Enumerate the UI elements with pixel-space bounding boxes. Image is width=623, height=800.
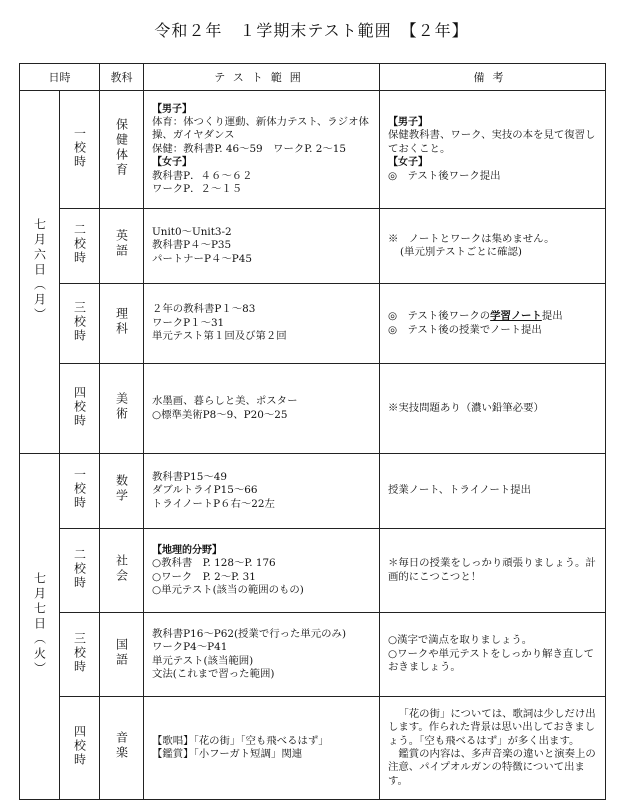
table-row [20,364,606,454]
header-date: 日時 [20,64,100,91]
day-cell [20,91,60,454]
remarks-cell: ○漢字で満点を取りましょう。 ○ワークや単元テストをしっかり解き直しておきましょう。 [380,613,606,697]
day-label: 七月六日（月） [32,217,47,323]
period-cell: 三校時 [60,284,100,364]
table-header-row [20,64,606,91]
period-cell: 二校時 [60,209,100,284]
range-cell: 教科書P16～P62(授業で行った単元のみ) ワークP4～P41 単元テスト(該当範囲) 文法(これまで習った範囲) [144,613,380,697]
period-cell: 三校時 [60,613,100,697]
remarks-cell: ◎ テスト後ワークの学習ノート提出 ◎ テスト後の授業でノート提出 [380,284,606,364]
page-title: 令和２年 １学期末テスト範囲 【２年】 [154,21,469,40]
header-remarks: 備考 [380,64,606,91]
day-cell [20,454,60,800]
subject-cell: 理科 [100,284,144,364]
table-row [20,209,606,284]
period-cell: 一校時 [60,91,100,209]
emphasis-text: 学習ノート [490,310,542,323]
remarks-cell: ※ ノートとワークは集めません。 (単元別テストごとに確認) [380,209,606,284]
header-range: テスト範囲 [144,64,380,91]
remarks-cell: 「花の街」については、歌詞は少しだけ出します。作られた背景は思い出しておきましょう。「空も飛べるはず」が多く出ます。 鑑賞の内容は、多声音楽の違いと演奏上の注意、パイプオルガンの特徴について出ます。 [380,697,606,800]
table-row [20,454,606,529]
remarks-cell: 【男子】 保健教科書、ワーク、実技の本を見て復習しておくこと。 【女子】 ◎ テスト後ワーク提出 [380,91,606,209]
range-cell: 教科書P15～49 ダブルトライP15～66 トライノートP６右～22左 [144,454,380,529]
subject-cell: 美術 [100,364,144,454]
range-cell: 【歌唱】「花の街」「空も飛べるはず」 【鑑賞】「小フーガト短調」関連 [144,697,380,800]
subject-cell: 英語 [100,209,144,284]
period-cell: 二校時 [60,529,100,613]
table-row [20,529,606,613]
period-cell: 一校時 [60,454,100,529]
subject-cell: 数学 [100,454,144,529]
table-row [20,697,606,800]
table-row [20,613,606,697]
remarks-cell: ※実技問題あり（濃い鉛筆必要） [380,364,606,454]
range-cell: 【男子】 体育：体つくり運動、新体力テスト、ラジオ体操、ガイヤダンス 保健：教科書P. 46～59 ワークP. 2～15 【女子】 教科書P．４６～６２ ワークP．２～１５ [144,91,380,209]
range-cell: ２年の教科書P１～83 ワークP１～31 単元テスト第１回及び第２回 [144,284,380,364]
day-label: 七月七日（火） [32,572,47,677]
range-cell: Unit0～Unit3-2 教科書P４～P35 パートナーP４～P45 [144,209,380,284]
subject-cell: 社会 [100,529,144,613]
range-cell: 【地理的分野】 ○教科書 P. 128～P. 176 ○ワーク P. 2～P. 31 ○単元テスト(該当の範囲のもの) [144,529,380,613]
subject-cell: 保健体育 [100,91,144,209]
remarks-cell: ＊毎日の授業をしっかり頑張りましょう。計画的にこつこつと！ [380,529,606,613]
range-cell: 水墨画、暮らしと美、ポスター ○標準美術P8～9、P20～25 [144,364,380,454]
subject-cell: 音楽 [100,697,144,800]
table-row [20,284,606,364]
test-range-table [19,63,606,800]
header-subject: 教科 [100,64,144,91]
table-row [20,91,606,209]
remarks-cell: 授業ノート、トライノート提出 [380,454,606,529]
period-cell: 四校時 [60,364,100,454]
period-cell: 四校時 [60,697,100,800]
subject-cell: 国語 [100,613,144,697]
